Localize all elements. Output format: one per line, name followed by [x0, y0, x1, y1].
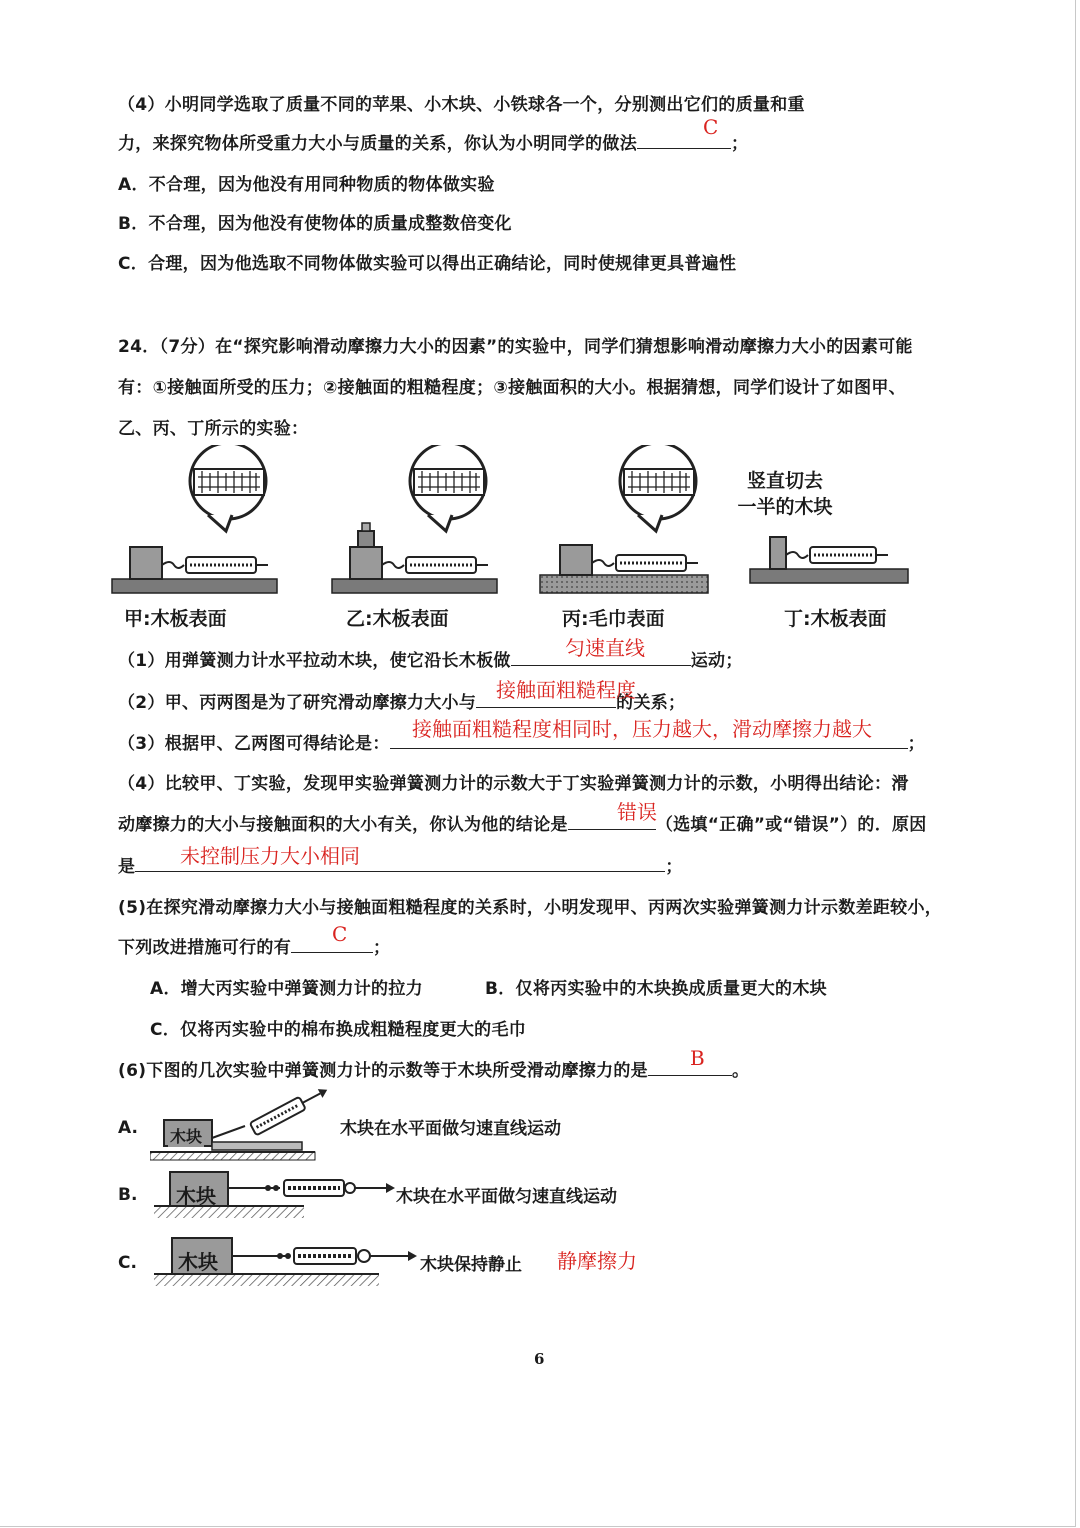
- p6-row-c-desc: 木块保持静止: [420, 1255, 522, 1275]
- q24-part1-answer: 匀速直线: [565, 636, 645, 660]
- q24-part4-line2-text: 动摩擦力的大小与接触面积的大小有关，你认为他的结论是: [118, 815, 568, 835]
- q24-part6-answer: B: [690, 1046, 705, 1070]
- q24-part5-option-c: C．仅将丙实验中的棉布换成粗糙程度更大的毛巾: [150, 1020, 527, 1040]
- q24-part1-blank: [511, 664, 691, 666]
- p6-row-b-letter: B.: [118, 1185, 138, 1205]
- figure-ding: [750, 537, 908, 583]
- q4-line2-end: ；: [731, 134, 749, 154]
- cut-label-line2: 一半的木块: [737, 496, 833, 518]
- q24-part4-blank1: [568, 828, 656, 830]
- q24-part4-answer1: 错误: [617, 800, 657, 824]
- p6-row-b-desc: 木块在水平面做匀速直线运动: [396, 1187, 617, 1207]
- q4-option-a: A．不合理，因为他没有用同种物质的物体做实验: [118, 175, 495, 195]
- q24-part4-line2-end: （选填“正确”或“错误”）的．原因: [655, 815, 927, 835]
- q4-answer: C: [703, 115, 719, 139]
- q24-part5-line2-end: ；: [373, 938, 391, 958]
- figure-jia: [112, 445, 277, 593]
- q24-part2-text: （2）甲、丙两图是为了研究滑动摩擦力大小与: [118, 693, 477, 713]
- q24-part4-blank2: [135, 870, 665, 872]
- q24-part5-option-a: A．增大丙实验中弹簧测力计的拉力: [150, 979, 423, 999]
- q24-part4-answer2: 未控制压力大小相同: [180, 844, 360, 868]
- q24-part6-blank: [648, 1074, 732, 1076]
- q24-part2-blank: [476, 706, 616, 708]
- p6-row-a-block: 木块: [168, 1124, 204, 1147]
- caption-ding: 丁:木板表面: [784, 608, 887, 630]
- page-number: 6: [534, 1350, 545, 1368]
- q24-part1: [118, 646, 743, 671]
- q24-part2-answer: 接触面粗糙程度: [496, 678, 636, 702]
- q24-part4-line2: [118, 810, 927, 835]
- q24-part5-option-b: B．仅将丙实验中的木块换成质量更大的木块: [485, 979, 827, 999]
- q24-intro-3: 乙、丙、丁所示的实验：: [118, 419, 309, 439]
- q24-part2-end: 的关系；: [616, 693, 686, 713]
- q24-part6: [118, 1056, 749, 1081]
- figure-yi: [332, 445, 497, 593]
- q24-part5-line1: (5)在探究滑动摩擦力大小与接触面粗糙程度的关系时，小明发现甲、丙两次实验弹簧测力计示数差距较小，: [118, 898, 943, 918]
- q24-part3-end: ；: [907, 734, 925, 754]
- q24-part3-blank: [390, 747, 908, 749]
- q4-line2-text: 力，来探究物体所受重力大小与质量的关系，你认为小明同学的做法: [118, 134, 637, 154]
- caption-yi: 乙:木板表面: [346, 608, 449, 630]
- q24-part4-line3-text: 是: [118, 857, 136, 877]
- p6-row-a-letter: A.: [118, 1118, 138, 1138]
- q24-part1-end: 运动；: [690, 651, 743, 671]
- q4-line1: （4）小明同学选取了质量不同的苹果、小木块、小铁球各一个，分别测出它们的质量和重: [118, 95, 805, 115]
- p6-row-a-desc: 木块在水平面做匀速直线运动: [340, 1119, 561, 1139]
- p6-row-c-block: 木块: [178, 1250, 218, 1274]
- caption-bing: 丙:毛巾表面: [562, 608, 665, 630]
- q24-part1-text: （1）用弹簧测力计水平拉动木块，使它沿长木板做: [118, 651, 511, 671]
- q24-part3-text: （3）根据甲、乙两图可得结论是：: [118, 734, 390, 754]
- q24-part4-line1: （4）比较甲、丁实验，发现甲实验弹簧测力计的示数大于丁实验弹簧测力计的示数，小明得出结论：滑: [118, 774, 909, 794]
- cut-label-line1: 竖直切去: [746, 470, 823, 492]
- q24-intro-2: 有：①接触面所受的压力；②接触面的粗糙程度；③接触面积的大小。根据猜想，同学们设计了如图甲、: [118, 378, 906, 398]
- q4-line2: [118, 129, 748, 154]
- p6-row-b-block: 木块: [176, 1184, 216, 1208]
- q24-part6-end: 。: [731, 1061, 750, 1081]
- q4-answer-blank: [637, 147, 731, 149]
- cut-block-label: [735, 468, 835, 520]
- q24-part6-text: (6)下图的几次实验中弹簧测力计的示数等于木块所受滑动摩擦力的是: [118, 1061, 648, 1081]
- q4-option-c: C．合理，因为他选取不同物体做实验可以得出正确结论，同时使规律更具普遍性: [118, 254, 737, 274]
- figure-bing: [540, 445, 708, 593]
- p6-row-c-letter: C.: [118, 1253, 137, 1273]
- q24-intro-1: 24．（7分）在“探究影响滑动摩擦力大小的因素”的实验中，同学们猜想影响滑动摩擦力大小的因素可能: [118, 337, 913, 357]
- q4-option-b: B．不合理，因为他没有使物体的质量成整数倍变化: [118, 214, 512, 234]
- q24-part5-line2: [118, 933, 390, 958]
- caption-jia: 甲:木板表面: [124, 608, 227, 630]
- p6-static-friction-note: 静摩擦力: [557, 1249, 637, 1273]
- q24-part4-line3-end: ；: [665, 857, 683, 877]
- q24-part5-answer: C: [332, 922, 348, 946]
- q24-part3-answer: 接触面粗糙程度相同时，压力越大，滑动摩擦力越大: [412, 717, 872, 741]
- q24-part5-blank: [291, 951, 373, 953]
- q24-part5-line2-text: 下列改进措施可行的有: [118, 938, 291, 958]
